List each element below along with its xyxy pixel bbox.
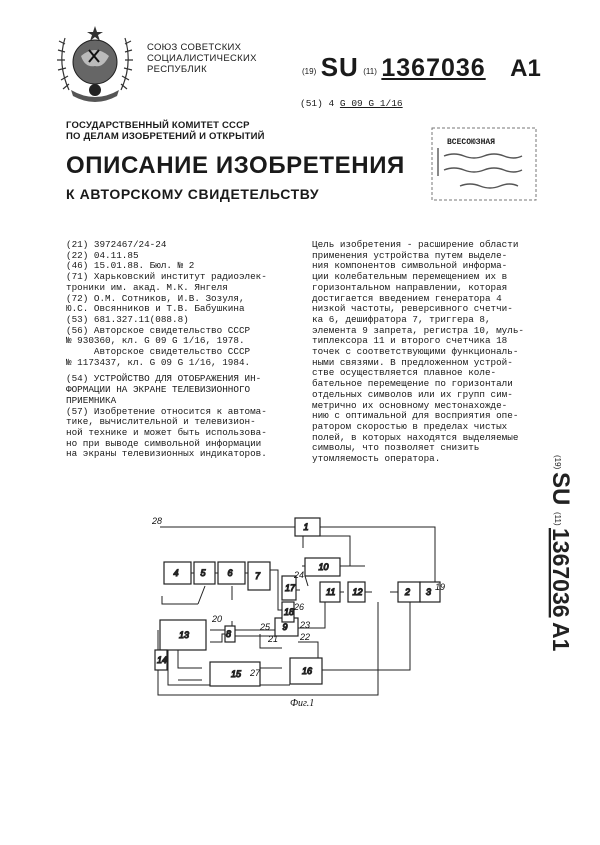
- org-line: СОЦИАЛИСТИЧЕСКИХ: [147, 53, 257, 64]
- block-label: 6: [227, 568, 233, 578]
- invention-title-line: ФОРМАЦИИ НА ЭКРАНЕ ТЕЛЕВИЗИОННОГО: [66, 384, 251, 396]
- line-label: 25: [260, 622, 271, 632]
- line-label: 19: [435, 582, 446, 592]
- biblio-line: Авторское свидетельство СССР: [66, 346, 251, 358]
- abstract-line: ния компонентов символьной информа-: [312, 260, 508, 272]
- biblio-line: (71) Харьковский институт радиоэлек-: [66, 271, 267, 283]
- abstract-line: горизонтальном направлении, которая: [312, 281, 508, 293]
- block-label: 9: [282, 622, 288, 632]
- code-11: (11): [363, 67, 377, 76]
- document-title: ОПИСАНИЕ ИЗОБРЕТЕНИЯ: [66, 152, 405, 179]
- abstract-line: стве осуществляется плавное коле-: [312, 367, 497, 379]
- ipc-code: (51) 4: [300, 98, 335, 109]
- abstract-line: отдельных символов или их групп сим-: [312, 388, 513, 400]
- invention-title-line: ПРИЕМНИКА: [66, 394, 117, 406]
- abstract-line: утомляемость оператора.: [312, 453, 441, 465]
- library-stamp: [430, 124, 538, 204]
- abstract-continuation: [312, 240, 542, 465]
- block-label: 14: [157, 655, 168, 665]
- line-label: 22: [300, 632, 311, 642]
- line-label: 23: [300, 620, 311, 630]
- block-label: 8: [226, 629, 232, 639]
- biblio-line: (72) О.М. Сотников, И.В. Зозуля,: [66, 292, 245, 304]
- document-subtitle: К АВТОРСКОМУ СВИДЕТЕЛЬСТВУ: [66, 186, 320, 202]
- abstract-line: применения устройства путем выделе-: [312, 249, 508, 261]
- abstract-line: тике, вычислительной и телевизион-: [66, 416, 256, 428]
- abstract-line: на экраны телевизионных индикаторов.: [66, 448, 267, 460]
- figure-caption: Фиг.1: [290, 698, 315, 709]
- abstract-line: элемента 9 запрета, регистра 10, муль-: [312, 324, 525, 336]
- biblio-line: троники им. акад. М.К. Янгеля: [66, 281, 228, 293]
- abstract-line: ратором скоростью в пределах чистых: [312, 420, 508, 432]
- biblio-line: (53) 681.327.11(088.8): [66, 313, 189, 325]
- biblio-line: № 1173437, кл. G 09 G 1/16, 1984.: [66, 356, 251, 368]
- block-label: 2: [405, 587, 411, 597]
- block-diagram: [150, 510, 450, 710]
- line-label: 20: [212, 614, 223, 624]
- block-label: 13: [179, 630, 190, 640]
- spine-patent-number: 1367036: [548, 528, 574, 618]
- spine-code-11: (11): [553, 512, 562, 526]
- block-label: 5: [200, 568, 206, 578]
- block-label: 12: [352, 587, 363, 597]
- abstract-line: бательное перемещение по горизонтали: [312, 378, 513, 390]
- committee-line: ГОСУДАРСТВЕННЫЙ КОМИТЕТ СССР: [66, 120, 250, 131]
- block-label: 1: [303, 522, 309, 532]
- committee: [66, 120, 265, 142]
- line-label: 21: [268, 634, 279, 644]
- spine-number: [543, 430, 593, 680]
- block-label: 11: [326, 587, 336, 597]
- ipc-classification: [300, 98, 403, 109]
- org-line: СОЮЗ СОВЕТСКИХ: [147, 42, 242, 53]
- block-label: 10: [318, 562, 329, 572]
- biblio-line: (22) 04.11.85: [66, 249, 139, 261]
- abstract-line: ка 6, дешифратора 7, триггера 8,: [312, 313, 491, 325]
- spine-code-19: (19): [553, 455, 562, 470]
- block-label: 17: [285, 583, 296, 593]
- line-label: 28: [152, 516, 163, 526]
- kind-code: A1: [510, 55, 541, 82]
- org-name: [147, 42, 257, 75]
- block-label: 4: [173, 568, 179, 578]
- country-code: SU: [320, 52, 359, 82]
- line-label: 24: [294, 570, 305, 580]
- abstract-line: нию с оптимальной для восприятия опе-: [312, 410, 519, 422]
- biblio-line: (46) 15.01.88. Бюл. № 2: [66, 260, 195, 272]
- block-label: 3: [426, 587, 432, 597]
- org-line: РЕСПУБЛИК: [147, 64, 207, 75]
- abstract-line: достигается введением генератора 4: [312, 292, 502, 304]
- spine-kind: A1: [548, 622, 574, 652]
- abstract-line: метрично их основному местонахожде-: [312, 399, 508, 411]
- publication-number: [302, 52, 541, 83]
- committee-line: ПО ДЕЛАМ ИЗОБРЕТЕНИЙ И ОТКРЫТИЙ: [66, 131, 265, 142]
- biblio-line: № 930360, кл. G 09 G 1/16, 1978.: [66, 335, 245, 347]
- abstract-line: полей, в которых находятся выделяемые: [312, 431, 519, 443]
- invention-title-line: (54) УСТРОЙСТВО ДЛЯ ОТОБРАЖЕНИЯ ИН-: [66, 373, 262, 385]
- patent-number: 1367036: [381, 54, 486, 82]
- ussr-emblem-icon: [55, 20, 135, 104]
- biblio-line: Ю.С. Овсянников и Т.В. Бабушкина: [66, 303, 245, 315]
- abstract-line: типлексора 11 и второго счетчика 18: [312, 335, 508, 347]
- line-label: 26: [294, 602, 305, 612]
- spine-country: SU: [547, 472, 574, 506]
- stamp-text: ВСЕСОЮЗНАЯ: [447, 138, 496, 147]
- abstract-line: Цель изобретения - расширение области: [312, 239, 519, 250]
- line-label: 27: [250, 668, 261, 678]
- code-19: (19): [302, 67, 317, 76]
- bibliographic-data: [66, 240, 284, 460]
- abstract-line: ной технике и может быть использова-: [66, 426, 267, 438]
- block-label: 15: [231, 669, 242, 679]
- abstract-line: ными связями. В предложенном устрой-: [312, 356, 513, 368]
- block-label: 7: [255, 571, 261, 581]
- abstract-line: низкой частоты, реверсивного счетчи-: [312, 303, 513, 315]
- abstract-line: точек с соответствующими функциональ-: [312, 346, 519, 358]
- abstract-line: ции колебательным перемещением их в: [312, 271, 508, 283]
- abstract-line: (57) Изобретение относится к автома-: [66, 405, 267, 417]
- block-label: 16: [302, 666, 313, 676]
- abstract-line: но при выводе символьной информации: [66, 437, 262, 449]
- block-label: 18: [284, 607, 295, 617]
- biblio-line: (21) 3972467/24-24: [66, 239, 167, 250]
- abstract-line: символы, что позволяет снизить: [312, 442, 480, 454]
- ipc-value: G 09 G 1/16: [339, 98, 403, 109]
- biblio-line: (56) Авторское свидетельство СССР: [66, 324, 251, 336]
